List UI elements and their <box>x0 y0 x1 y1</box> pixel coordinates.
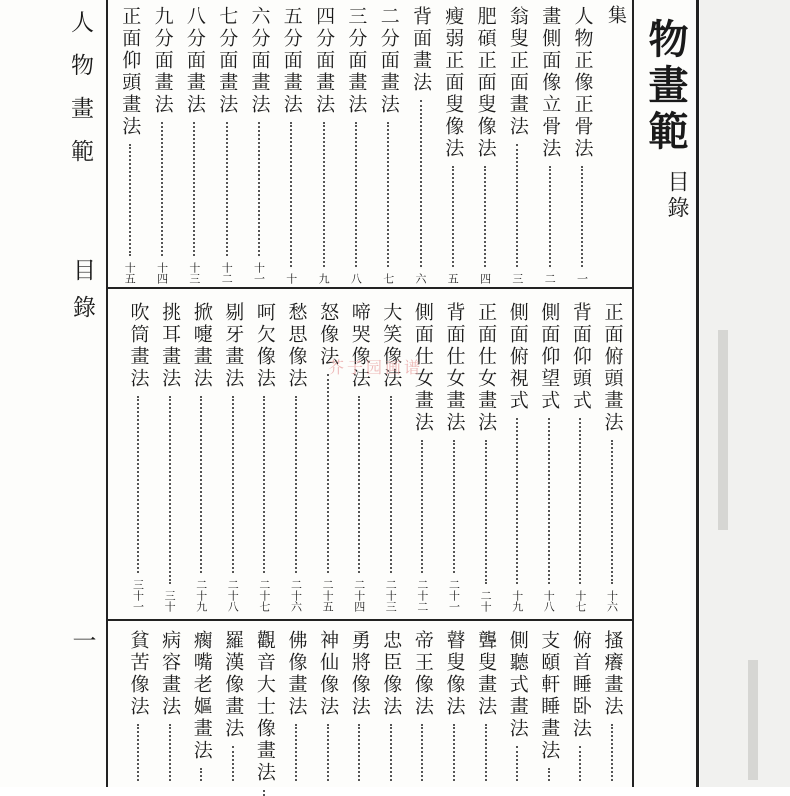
toc-entry <box>474 302 498 612</box>
toc-leader-dots <box>579 418 581 584</box>
toc-entry-page-number: 二十七 <box>257 579 271 612</box>
toc-entry-page-number: 二十六 <box>289 579 303 612</box>
toc-entry-page-number: 二十三 <box>384 579 398 612</box>
toc-entry-title: 背面仕女畫法 <box>443 302 466 434</box>
toc-entry-page-number: 二十一 <box>447 579 461 612</box>
toc-entry-page-number: 六 <box>414 273 427 284</box>
facing-page-edge <box>700 0 790 787</box>
toc-entry-page-number: 五 <box>446 273 460 284</box>
toc-entry-title: 帝王像法 <box>411 630 434 718</box>
toc-leader-dots <box>327 724 329 781</box>
toc-entry-page-number: 十五 <box>123 262 137 284</box>
toc-leader-dots <box>193 122 195 256</box>
section-divider-1 <box>106 287 634 289</box>
toc-entry-title: 正面仰頭畫法 <box>119 6 142 138</box>
toc-leader-dots <box>161 122 163 256</box>
toc-entry <box>538 6 562 284</box>
toc-entry-page-number: 三 <box>510 273 524 284</box>
toc-entry <box>221 302 245 612</box>
toc-entry <box>505 302 529 612</box>
toc-entry-title: 側面俯視式 <box>506 302 529 412</box>
toc-entry-page-number: 二十 <box>479 590 493 612</box>
toc-entry <box>316 630 340 787</box>
toc-entry-title: 側面仕女畫法 <box>411 302 434 434</box>
toc-entry-title: 病容畫法 <box>159 630 182 718</box>
toc-entry <box>568 302 592 612</box>
toc-entry-page-number: 八 <box>349 273 363 284</box>
toc-entry <box>410 630 434 787</box>
toc-leader-dots <box>516 144 518 267</box>
margin-book-title: 人物畫範 <box>67 10 93 182</box>
toc-entry <box>252 630 276 787</box>
toc-entry-title: 支頤軒睡畫法 <box>538 630 561 762</box>
toc-entry <box>158 302 182 612</box>
toc-leader-dots <box>226 122 228 256</box>
toc-leader-dots <box>387 122 389 267</box>
toc-entry-title: 瞽叟像法 <box>443 630 466 718</box>
toc-entry-title: 背面仰頭式 <box>569 302 592 412</box>
toc-entry-page-number: 十七 <box>573 590 587 612</box>
toc-entry <box>474 630 498 787</box>
toc-entry-title: 吹筒畫法 <box>127 302 150 390</box>
toc-entry-title: 啼哭像法 <box>348 302 371 390</box>
toc-entry-page-number: 九 <box>317 273 331 284</box>
toc-entry-page-number: 十九 <box>510 590 524 612</box>
toc-entry <box>150 6 174 284</box>
toc-entry-title: 羅漢像畫法 <box>222 630 245 740</box>
toc-entry-title: 翁叟正面畫法 <box>506 6 529 138</box>
toc-leader-dots <box>169 724 171 781</box>
toc-entry-title: 九分面畫法 <box>151 6 174 116</box>
toc-leader-dots <box>390 724 392 781</box>
toc-leader-dots <box>581 166 583 267</box>
toc-entry <box>442 630 466 787</box>
toc-entry-title: 搔癢畫法 <box>601 630 624 718</box>
toc-entry-title: 勇將像法 <box>348 630 371 718</box>
toc-entry-title: 正面俯頭畫法 <box>601 302 624 434</box>
toc-leader-dots <box>516 418 518 584</box>
left-border-rule <box>106 0 108 787</box>
toc-entry-page-number: 十一 <box>252 262 266 284</box>
toc-entry <box>410 302 434 612</box>
toc-entry <box>379 302 403 612</box>
toc-entry-title: 五分面畫法 <box>280 6 303 116</box>
toc-entry-page-number: 十三 <box>187 262 201 284</box>
toc-entry <box>118 6 142 284</box>
toc-entry <box>505 630 529 787</box>
toc-entry-page-number: 二十五 <box>321 579 335 612</box>
toc-entry <box>600 302 624 612</box>
toc-leader-dots <box>390 396 392 573</box>
toc-entry-title: 八分面畫法 <box>183 6 206 116</box>
toc-leader-dots <box>421 724 423 781</box>
margin-section-label: 目錄 <box>69 258 95 332</box>
toc-leader-dots <box>358 396 360 573</box>
book-title: 物畫範 <box>642 18 689 156</box>
toc-entry-title: 側聽式畫法 <box>506 630 529 740</box>
toc-leader-dots <box>295 724 297 781</box>
toc-entry <box>126 302 150 612</box>
toc-entry <box>284 302 308 612</box>
toc-entry-page-number: 十二 <box>220 262 234 284</box>
toc-entry-page-number: 七 <box>381 273 395 284</box>
toc-leader-dots <box>453 724 455 781</box>
toc-entry <box>158 630 182 787</box>
toc-entry-page-number: 二十八 <box>226 579 240 612</box>
toc-leader-dots <box>358 724 360 781</box>
toc-entry-page-number: 二十二 <box>415 579 429 612</box>
toc-entry <box>126 630 150 787</box>
toc-entry-title: 六分面畫法 <box>248 6 271 116</box>
toc-entry <box>247 6 271 284</box>
toc-entry <box>505 6 529 284</box>
toc-leader-dots <box>453 440 455 573</box>
toc-entry-title: 大笑像法 <box>380 302 403 390</box>
toc-entry-page-number: 十六 <box>605 590 619 612</box>
toc-leader-dots <box>323 122 325 267</box>
toc-leader-dots <box>516 746 518 781</box>
section-divider-2 <box>106 619 634 621</box>
toc-entry-title: 愁思像法 <box>285 302 308 390</box>
toc-entry-page-number: 三十一 <box>131 579 145 612</box>
toc-entry <box>600 630 624 787</box>
toc-entry-title: 神仙像法 <box>317 630 340 718</box>
toc-entry-page-number: 四 <box>478 273 492 284</box>
toc-entry-title: 貧苦像法 <box>127 630 150 718</box>
toc-entry <box>344 6 368 284</box>
book-subtitle: 目錄 <box>664 170 689 222</box>
toc-entry-title: 畫側面像立骨法 <box>539 6 562 160</box>
toc-entry-title: 三分面畫法 <box>345 6 368 116</box>
toc-entry <box>409 6 433 284</box>
toc-leader-dots <box>263 790 265 796</box>
toc-entry-title: 正面仕女畫法 <box>475 302 498 434</box>
toc-entry <box>215 6 239 284</box>
toc-entry-title: 觀音大士像畫法 <box>253 630 276 784</box>
toc-entry-page-number: 二十九 <box>194 579 208 612</box>
toc-entry <box>312 6 336 284</box>
toc-leader-dots <box>548 418 550 584</box>
toc-leader-dots <box>611 440 613 584</box>
toc-entry <box>221 630 245 787</box>
toc-entry-page-number: 三十 <box>163 590 177 612</box>
toc-entry-title: 瘸嘴老嫗畫法 <box>190 630 213 762</box>
toc-entry-title: 佛像畫法 <box>285 630 308 718</box>
toc-entry-page-number: 一 <box>575 273 589 284</box>
toc-leader-dots <box>549 166 551 267</box>
toc-leader-dots <box>232 746 234 781</box>
toc-entry-title: 呵欠像法 <box>253 302 276 390</box>
toc-entry <box>537 630 561 787</box>
toc-entry-title: 四分面畫法 <box>313 6 336 116</box>
right-border-rule <box>632 0 634 787</box>
toc-entry <box>379 630 403 787</box>
toc-leader-dots <box>611 724 613 781</box>
toc-entry-title: 側面仰望式 <box>538 302 561 412</box>
toc-entry <box>279 6 303 284</box>
toc-entry <box>284 630 308 787</box>
toc-entry-title: 怒像法 <box>317 302 340 368</box>
toc-entry <box>442 302 466 612</box>
toc-entry <box>347 630 371 787</box>
toc-entry-title: 二分面畫法 <box>377 6 400 116</box>
toc-entry <box>189 630 213 787</box>
toc-entry-title: 肥碩正面叟像法 <box>474 6 497 160</box>
toc-entry <box>189 302 213 612</box>
toc-entry-title: 忠臣像法 <box>380 630 403 718</box>
toc-leader-dots <box>137 396 139 573</box>
toc-leader-dots <box>295 396 297 573</box>
toc-leader-dots <box>232 396 234 573</box>
toc-entry <box>316 302 340 612</box>
toc-leader-dots <box>420 100 422 267</box>
outer-border-rule <box>696 0 699 787</box>
toc-leader-dots <box>263 396 265 573</box>
toc-entry <box>537 302 561 612</box>
toc-entry <box>441 6 465 284</box>
toc-entry-title: 七分面畫法 <box>216 6 239 116</box>
toc-leader-dots <box>200 768 202 781</box>
toc-leader-dots <box>355 122 357 267</box>
toc-entry-title: 挑耳畫法 <box>159 302 182 390</box>
toc-entry-title: 瘦弱正面叟像法 <box>442 6 465 160</box>
toc-entry-page-number: 十四 <box>155 262 169 284</box>
toc-leader-dots <box>548 768 550 781</box>
toc-entry-title: 掀嚏畫法 <box>190 302 213 390</box>
margin-page-number: 一 <box>68 628 96 652</box>
volume-label: 集 <box>605 5 627 24</box>
toc-entry-title: 剔牙畫法 <box>222 302 245 390</box>
toc-leader-dots <box>579 746 581 781</box>
toc-entry <box>182 6 206 284</box>
toc-leader-dots <box>327 374 329 573</box>
toc-leader-dots <box>421 440 423 573</box>
toc-leader-dots <box>169 396 171 584</box>
toc-entry-title: 俯首睡卧法 <box>569 630 592 740</box>
toc-leader-dots <box>290 122 292 267</box>
toc-entry <box>473 6 497 284</box>
toc-entry <box>347 302 371 612</box>
toc-leader-dots <box>258 122 260 256</box>
toc-entry-page-number: 二 <box>543 273 557 284</box>
toc-leader-dots <box>129 144 131 256</box>
toc-entry <box>568 630 592 787</box>
watermark: 芥子园画谱 <box>328 358 424 377</box>
toc-leader-dots <box>485 724 487 781</box>
toc-leader-dots <box>137 724 139 781</box>
toc-leader-dots <box>200 396 202 573</box>
toc-leader-dots <box>485 440 487 584</box>
toc-leader-dots <box>484 166 486 267</box>
toc-entry <box>570 6 594 284</box>
toc-entry <box>252 302 276 612</box>
toc-leader-dots <box>452 166 454 267</box>
toc-entry-title: 聾叟畫法 <box>475 630 498 718</box>
toc-entry-page-number: 十 <box>284 273 298 284</box>
toc-entry-page-number: 二十四 <box>352 579 366 612</box>
toc-entry <box>376 6 400 284</box>
toc-entry-title: 人物正像正骨法 <box>571 6 594 160</box>
toc-entry-page-number: 十八 <box>542 590 556 612</box>
toc-entry-title: 背面畫法 <box>410 6 432 94</box>
